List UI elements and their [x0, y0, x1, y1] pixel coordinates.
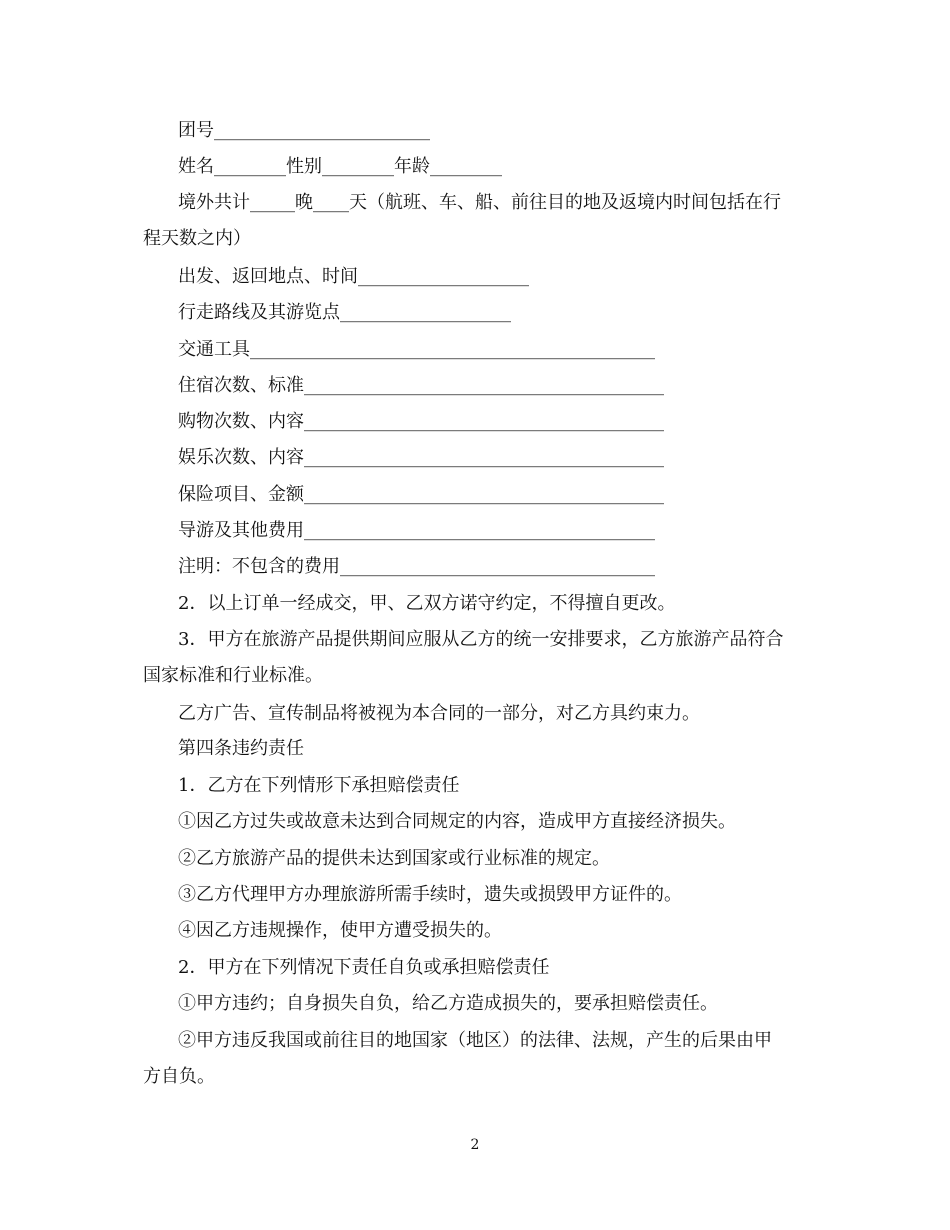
field-overseas-duration: 境外共计_____晚____天（航班、车、船、前往目的地及返境内时间包括在行 — [178, 192, 781, 213]
field-guide-fees: 导游及其他费用_______________________________________ — [178, 520, 655, 541]
field-departure-return: 出发、返回地点、时间___________________ — [178, 266, 529, 287]
field-route-sights: 行走路线及其游览点___________________ — [178, 302, 511, 323]
page-number: 2 — [470, 1137, 480, 1153]
article-4-heading: 第四条违约责任 — [178, 738, 304, 759]
field-transport: 交通工具_____________________________________________ — [178, 339, 655, 360]
field-excluded-fees: 注明：不包含的费用___________________________________ — [178, 556, 655, 577]
liability-1-item-3: ③乙方代理甲方办理旅游所需手续时，遗失或损毁甲方证件的。 — [178, 884, 682, 905]
field-overseas-duration-cont: 程天数之内） — [143, 228, 251, 249]
liability-2-item-1: ①甲方违约；自身损失自负，给乙方造成损失的，要承担赔偿责任。 — [178, 993, 718, 1014]
liability-1-heading: 1．乙方在下列情形下承担赔偿责任 — [178, 775, 460, 796]
clause-3-paragraph-cont: 国家标准和行业标准。 — [143, 665, 323, 686]
liability-1-item-2: ②乙方旅游产品的提供未达到国家或行业标准的规定。 — [178, 848, 610, 869]
liability-1-item-1: ①因乙方过失或故意未达到合同规定的内容，造成甲方直接经济损失。 — [178, 811, 736, 832]
field-entertainment: 娱乐次数、内容________________________________________ — [178, 447, 664, 468]
field-insurance: 保险项目、金额________________________________________ — [178, 484, 664, 505]
field-accommodation: 住宿次数、标准________________________________________ — [178, 375, 664, 396]
liability-2-item-2: ②甲方违反我国或前往目的地国家（地区）的法律、法规，产生的后果由甲 — [178, 1030, 772, 1051]
advertising-paragraph: 乙方广告、宣传制品将被视为本合同的一部分，对乙方具约束力。 — [178, 703, 700, 724]
liability-2-item-2-cont: 方自负。 — [143, 1066, 215, 1087]
field-shopping: 购物次数、内容________________________________________ — [178, 411, 664, 432]
liability-1-item-4: ④因乙方违规操作，使甲方遭受损失的。 — [178, 920, 502, 941]
field-name-gender-age: 姓名________性别________年龄________ — [178, 156, 502, 177]
liability-2-heading: 2．甲方在下列情况下责任自负或承担赔偿责任 — [178, 957, 550, 978]
field-group-number: 团号________________________ — [178, 120, 430, 141]
clause-2-paragraph: 2．以上订单一经成交，甲、乙双方诺守约定，不得擅自更改。 — [178, 593, 676, 614]
clause-3-paragraph: 3．甲方在旅游产品提供期间应服从乙方的统一安排要求，乙方旅游产品符合 — [178, 629, 784, 650]
